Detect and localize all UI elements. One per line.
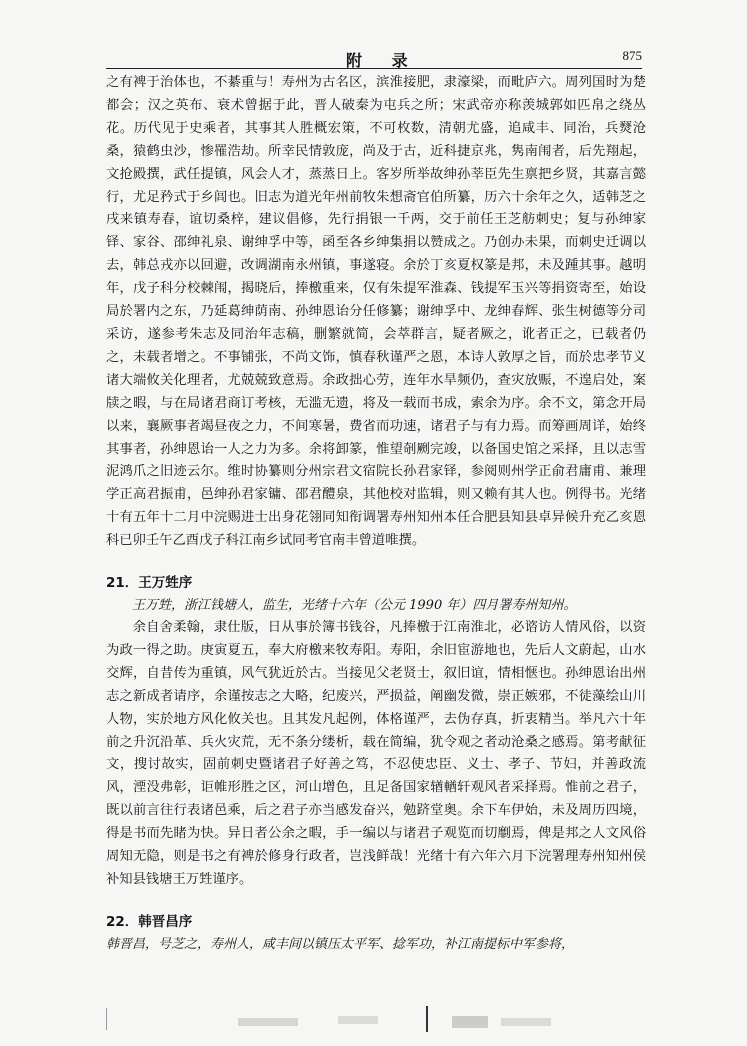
page-number: 875 <box>622 48 642 63</box>
running-header-title: 附 录 <box>346 51 420 70</box>
section-21-body: 余自舍柔翰，隶仕版，日从事於簿书钱谷，凡捧檄于江南淮北，必谘访人情风俗，以资为政一得之助。庚寅夏五，奉大府檄来牧寿阳。寿阳，余旧宦游地也，先后人文蔚起，山水交辉，自昔传为重镇，风气犹近於古。当接见父老贤士，叙旧谊，情相惬也。孙绅恩诒出州志之新成者请序，余谨按志之大略，纪废兴，严损益，阐幽发微，崇正嫉邪，不徒藻绘山川人物，实於地方风化攸关也。且其发凡起例，体格谨严，去伪存真，折衷精当。举凡六十年前之升沉沿革、兵火灾荒，无不条分缕析，载在简编，犹令观之者动沧桑之感焉。第考献征文，搜讨故实，固前刺史暨诸君子好善之笃，不忍使忠臣、义士、孝子、节妇，并善政流风，湮没弗彰，讵帷形胜之区，河山增色，且足备国家𬨎輶轩观风者采择焉。惟前之君子，既以前言往行表诸邑乘，后之君子亦当感发奋兴，勉跻堂奥。余下车伊始，未及周历四境，得是书而先睹为快。异日者公余之暇，手一编以与诸君子观览而切劘焉，俾是邦之人文风俗周知无隐，则是书之有裨於修身行政者，岂浅鲜哉！光绪十有六年六月下浣署理寿州知州侯补知县钱塘王万甡谨序。 <box>106 620 646 887</box>
running-header <box>106 40 642 68</box>
section-21-author-note: 王万甡，浙江钱塘人，监生，光绪十六年（公元 1990 年）四月署寿州知州。 <box>132 598 577 614</box>
scan-mark <box>238 1018 298 1026</box>
scan-mark <box>106 1008 107 1030</box>
scan-mark <box>501 1018 551 1026</box>
scan-mark <box>338 1016 378 1024</box>
section-21-title: 21．王万甡序 <box>106 575 193 592</box>
page-content <box>106 72 646 956</box>
section-22-author-note: 韩晋昌，号芝之，寿州人，咸丰间以镇压太平军、捻军功，补江南提标中军参将， <box>106 936 575 952</box>
scan-mark <box>452 1016 488 1028</box>
scan-artifacts <box>106 1006 646 1034</box>
scan-mark <box>426 1006 428 1032</box>
continued-paragraph: 之有裨于治体也，不綦重与！寿州为古名区，滨淮接肥，隶濠梁，而毗庐六。周列国时为楚都会；汉之英布、衰术曾据于此，晋人破秦为屯兵之所；宋武帝亦称羡城郭如匹帛之绕丛花。历代见于史乘者，其事其人胜概宏策，不可枚数，清朝尤盛，追咸丰、同治，兵燹沧桑，猿鹤虫沙，惨罹浩劫。所幸民情敦庞，尚及于古，近科捷京兆，隽南闱者，后先翔起，文抢殿撰，武任提镇，风会人才，蒸蒸日上。客岁所举故绅孙莘臣先生禀把乡贤，其嘉言懿行，尤足矜式于乡闾也。旧志为道光年州前牧朱想斋官伯所纂，历六十余年之久，适韩芝之戌来镇寿春，谊切桑梓，建议倡修，先行捐银一千两，交于前任王芝舫刺史；复与孙绅家铎、家谷、邵绅礼泉、谢绅孚中等，函至各乡绅集捐以赞成之。乃创办未果，而刺史迁调以去，韩总戎亦以回避，改调湖南永州镇，事遂寝。余於丁亥夏权篆是邦，未及踵其事。越明年，戊子科分校棘闱，揭晓后，捧檄重来，仅有朱提军淮森、钱提军玉兴等捐资寄至，始设局於署内之东，乃延葛绅荫南、孙绅恩诒分任修纂；谢绅孚中、龙绅春辉、张生树德等分司采访，遂参考朱志及同治年志稿，删繁就简，会萃群言，疑者厥之，讹者正之，已载者仍之，未载者增之。不事铺张，不尚文饰，慎春秋谨严之恩，本诗人敦厚之旨，而於忠孝节义诸大端攸关化理者，尤兢兢致意焉。余政拙心劳，连年水旱频仍，查灾放赈，不遑启处，案牍之暇，与在局诸君商订考核，无滥无遗，将及一载而书成，索余为序。余不文，第念开局以来，襄厥事者竭昼夜之力，不间寒暑，费省而功速，诸君子与有力焉。而筹画周详，始终其事者，孙绅恩诒一人之力为多。余将卸篆，惟望剞劂完竣，以备国史馆之采择，且以志雪泥鸿爪之旧迹云尔。维时协纂则分州宗君文宿院长孙君家铎，参阅则州学正俞君庸甫、兼理学正高君振甫，邑绅孙君家镛、邵君醴泉，其他校对监辑，则又赖有其人也。例得书。光绪十有五年十二月中浣赐进士出身花翎同知衔调署寿州知州本任合肥县知县卓异候升充乙亥恩科已卯壬午乙酉戊子科江南乡试同考官南丰曾道唯撰。 <box>106 75 646 549</box>
section-22-title: 22．韩晋昌序 <box>106 913 193 930</box>
header-rule <box>106 68 642 69</box>
